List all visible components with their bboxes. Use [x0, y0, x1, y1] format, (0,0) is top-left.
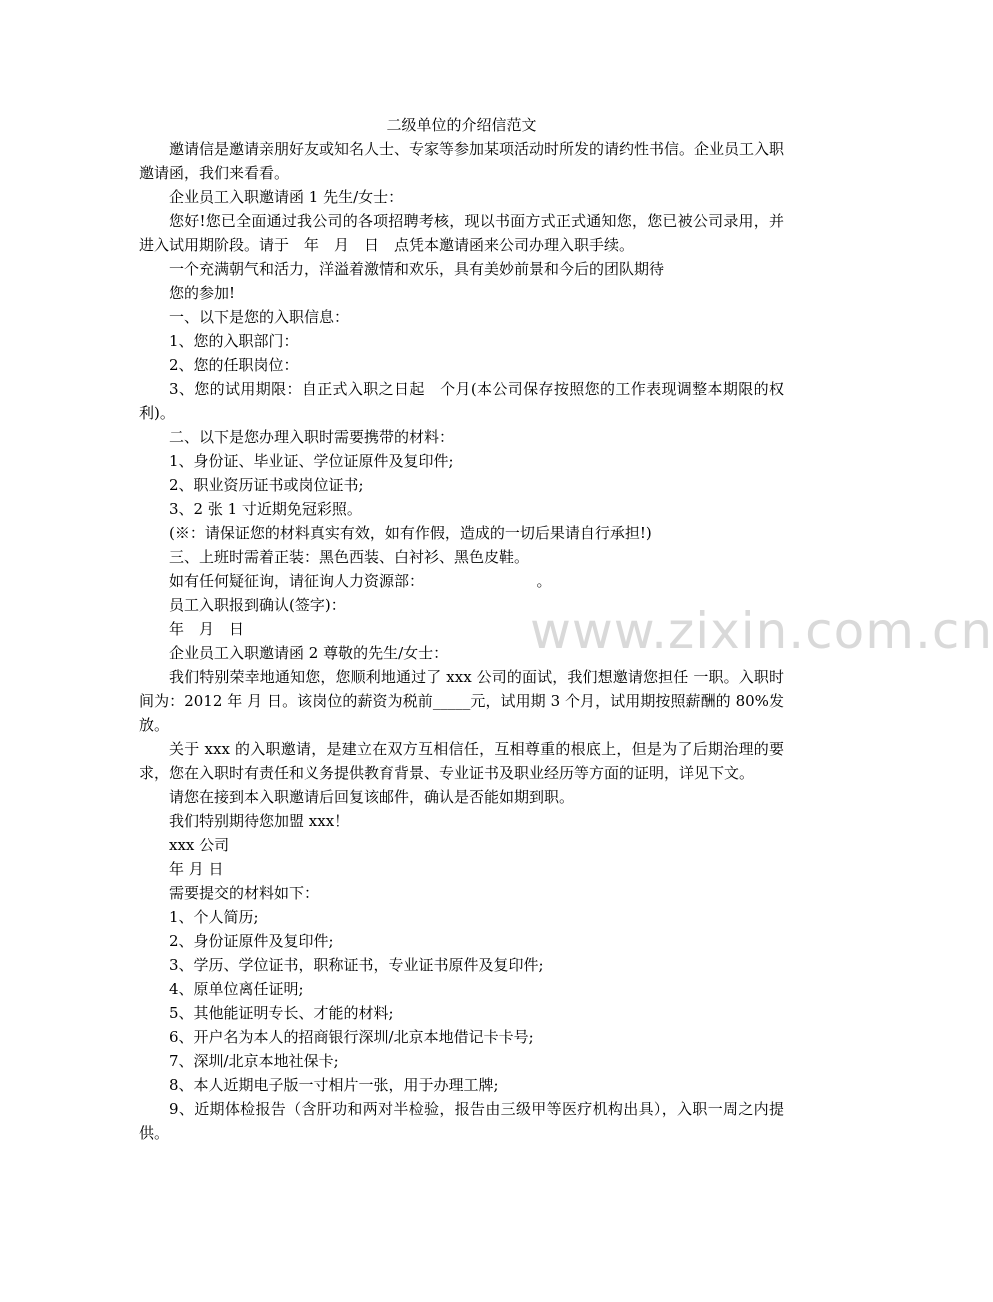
- paragraph: 1、身份证、毕业证、学位证原件及复印件;: [169, 452, 454, 470]
- paragraph: 请您在接到本入职邀请后回复该邮件，确认是否能如期到职。: [169, 788, 575, 806]
- paragraph: 3、您的试用期限：自正式入职之日起 个月(本公司保存按照您的工作表现调整本期限的权利)。: [139, 380, 784, 422]
- document-title: 二级单位的介绍信范文: [386, 116, 537, 134]
- paragraph: 我们特别荣幸地通知您，您顺利地通过了 xxx 公司的面试，我们想邀请您担任 一职。入职时间为：2012 年 月 日。该岗位的薪资为税前_____元，试用期 3 个月，试用期按照薪酬的 80%发放。: [139, 668, 784, 734]
- paragraph: 您的参加!: [169, 284, 236, 302]
- paragraph: 3、2 张 1 寸近期免冠彩照。: [169, 500, 362, 518]
- paragraph: 9、近期体检报告（含肝功和两对半检验，报告由三级甲等医疗机构出具），入职一周之内提供。: [139, 1100, 784, 1142]
- paragraph: 邀请信是邀请亲朋好友或知名人士、专家等参加某项活动时所发的请约性书信。企业员工入职邀请函，我们来看看。: [139, 140, 785, 182]
- paragraph: 年 月 日: [169, 860, 224, 878]
- paragraph: 一个充满朝气和活力，洋溢着激情和欢乐，具有美妙前景和今后的团队期待: [169, 260, 665, 278]
- paragraph: 5、其他能证明专长、才能的材料;: [169, 1004, 394, 1022]
- paragraph: 1、您的入职部门：: [169, 332, 299, 350]
- paragraph: 我们特别期待您加盟 xxx！: [169, 812, 350, 830]
- paragraph: 一、以下是您的入职信息：: [169, 308, 350, 326]
- paragraph: 2、职业资历证书或岗位证书;: [169, 476, 364, 494]
- paragraph: 7、深圳/北京本地社保卡;: [169, 1052, 339, 1070]
- paragraph: 2、身份证原件及复印件;: [169, 932, 334, 950]
- paragraph: xxx 公司: [169, 836, 230, 854]
- paragraph: 如有任何疑征询，请征询人力资源部： 。: [169, 572, 552, 590]
- paragraph: 2、您的任职岗位：: [169, 356, 299, 374]
- paragraph: 您好!您已全面通过我公司的各项招聘考核，现以书面方式正式通知您，您已被公司录用，并进入试用期阶段。请于 年 月 日 点凭本邀请函来公司办理入职手续。: [139, 212, 784, 254]
- paragraph: 企业员工入职邀请函 1 先生/女士：: [169, 188, 404, 206]
- paragraph: 4、原单位离任证明;: [169, 980, 304, 998]
- paragraph: 1、个人简历;: [169, 908, 259, 926]
- paragraph: 3、学历、学位证书，职称证书，专业证书原件及复印件;: [169, 956, 544, 974]
- paragraph: 年 月 日: [169, 620, 245, 638]
- paragraph: 关于 xxx 的入职邀请，是建立在双方互相信任，互相尊重的根底上，但是为了后期治理的要求，您在入职时有责任和义务提供教育背景、专业证书及职业经历等方面的证明，详见下文。: [139, 740, 784, 782]
- paragraph: 企业员工入职邀请函 2 尊敬的先生/女士：: [169, 644, 449, 662]
- paragraph: 三、上班时需着正装：黑色西装、白衬衫、黑色皮鞋。: [169, 548, 530, 566]
- watermark: www.zixin.com.cn: [530, 602, 993, 660]
- paragraph: 二、以下是您办理入职时需要携带的材料：: [169, 428, 455, 446]
- paragraph: 需要提交的材料如下：: [169, 884, 320, 902]
- paragraph: 员工入职报到确认(签字)：: [169, 596, 346, 614]
- paragraph: (※：请保证您的材料真实有效，如有作假，造成的一切后果请自行承担!): [169, 524, 652, 542]
- paragraph: 6、开户名为本人的招商银行深圳/北京本地借记卡卡号;: [169, 1028, 534, 1046]
- paragraph: 8、本人近期电子版一寸相片一张，用于办理工牌;: [169, 1076, 499, 1094]
